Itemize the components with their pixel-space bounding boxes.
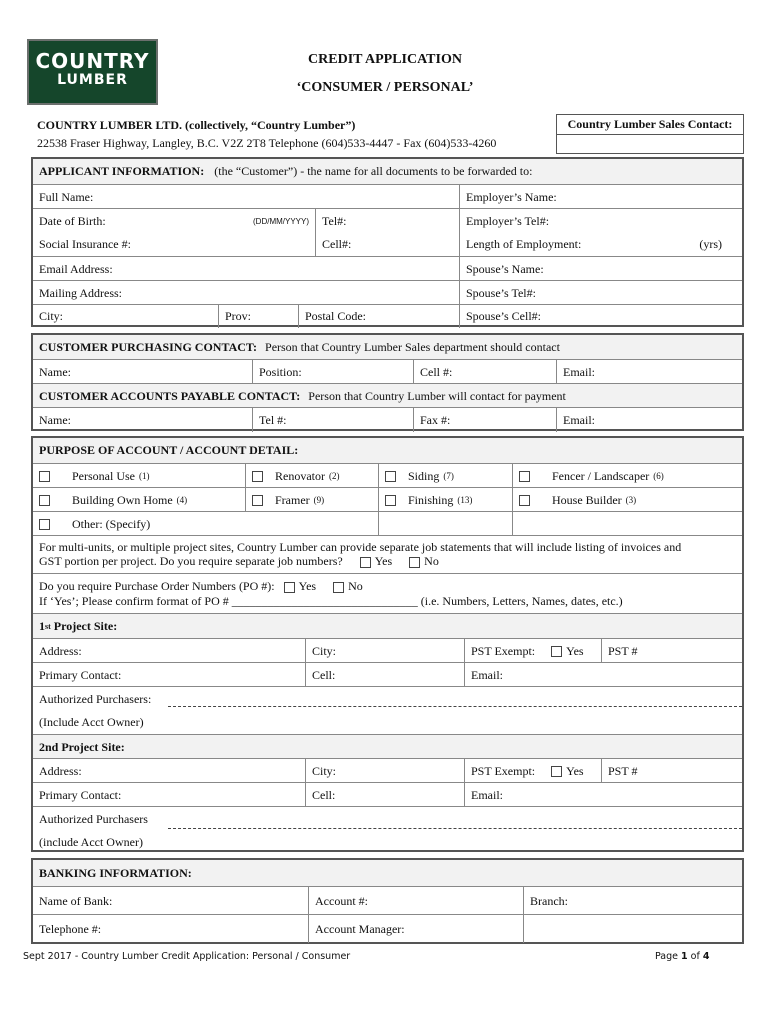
- dob-format: (DD/MM/YYYY): [253, 216, 309, 226]
- page-prefix: Page: [655, 951, 682, 962]
- branch-label: Branch:: [530, 893, 568, 908]
- option-personal-use[interactable]: [33, 464, 245, 488]
- job-statements-line1: For multi-units, or multiple project sites, Country Lumber can provide separate job statements that will include listing of invoices and: [39, 540, 682, 554]
- logo-line2: LUMBER: [57, 72, 128, 88]
- option-finishing[interactable]: [378, 488, 512, 512]
- payable-email-label: Email:: [563, 412, 595, 427]
- bank-name-field[interactable]: [33, 887, 308, 915]
- bank-name-label: Name of Bank:: [39, 893, 113, 908]
- payable-fax-label: Fax #:: [420, 412, 451, 427]
- purchasing-position-label: Position:: [259, 364, 302, 379]
- email-field[interactable]: [33, 257, 459, 281]
- option-code: (4): [176, 495, 188, 505]
- spouse-tel-label: Spouse’s Tel#:: [466, 285, 536, 300]
- applicant-section: [31, 157, 744, 327]
- option-siding[interactable]: [378, 464, 512, 488]
- tel-label: Tel#:: [322, 213, 347, 228]
- site1-pst-number-label: PST #: [608, 643, 638, 658]
- employer-tel-field[interactable]: [459, 209, 742, 233]
- option-code: (2): [329, 471, 340, 481]
- empty-cell: [523, 915, 742, 943]
- site1-primary-contact-field[interactable]: [33, 663, 305, 687]
- option-label: Building Own Home: [72, 492, 173, 507]
- purchasing-cell-label: Cell #:: [420, 364, 453, 379]
- yes-label: Yes: [566, 643, 584, 658]
- option-code: (13): [457, 495, 473, 505]
- empty-cell: [512, 512, 742, 536]
- site2-cell-label: Cell:: [312, 787, 336, 802]
- full-name-field[interactable]: [33, 185, 459, 209]
- site1-heading-sup: st: [45, 622, 51, 631]
- checkbox-po-yes[interactable]: [284, 582, 295, 593]
- site2-email-label: Email:: [471, 787, 503, 802]
- purchasing-name-field[interactable]: [33, 360, 252, 384]
- site1-city-label: City:: [312, 643, 337, 658]
- dob-label: Date of Birth:: [39, 213, 106, 228]
- yes-label: Yes: [374, 554, 393, 568]
- site2-email-field[interactable]: [464, 783, 742, 807]
- bank-telephone-label: Telephone #:: [39, 921, 102, 936]
- checkbox-finishing[interactable]: [385, 495, 396, 506]
- postal-code-label: Postal Code:: [305, 309, 367, 323]
- payable-subheading: Person that Country Lumber will contact for payment: [308, 388, 566, 403]
- option-code: (9): [313, 495, 325, 505]
- purpose-heading: PURPOSE OF ACCOUNT / ACCOUNT DETAIL:: [39, 443, 299, 457]
- site2-address-label: Address:: [39, 763, 82, 778]
- prov-label: Prov:: [225, 309, 252, 323]
- option-label: House Builder: [552, 492, 622, 507]
- site2-authorized-line: [168, 828, 742, 829]
- site2-primary-contact-field[interactable]: [33, 783, 305, 807]
- site1-pst-exempt-field[interactable]: [464, 639, 601, 663]
- email-label: Email Address:: [39, 261, 113, 276]
- site2-address-field[interactable]: [33, 759, 305, 783]
- site1-email-field[interactable]: [464, 663, 742, 687]
- po-line2: If ‘Yes’; Please confirm format of PO # _______________________________ (i.e. Numbers, Letters, Names, dates, etc.): [39, 594, 623, 608]
- checkbox-site1-pst-yes[interactable]: [551, 646, 562, 657]
- site1-pst-yes[interactable]: [551, 644, 583, 659]
- payable-email-field[interactable]: [556, 408, 742, 432]
- city-label: City:: [39, 309, 64, 323]
- site2-city-field[interactable]: [305, 759, 464, 783]
- mailing-address-field[interactable]: [33, 281, 459, 305]
- option-code: (3): [625, 495, 637, 505]
- site2-city-label: City:: [312, 763, 337, 778]
- option-renovator[interactable]: [245, 464, 378, 488]
- option-code: (1): [139, 471, 150, 481]
- site1-authorized-label: Authorized Purchasers:: [39, 692, 152, 706]
- cell-label: Cell#:: [322, 236, 352, 251]
- yes-label: Yes: [298, 579, 317, 593]
- checkbox-site2-pst-yes[interactable]: [551, 766, 562, 777]
- option-label: Personal Use: [72, 468, 135, 483]
- site2-cell-field[interactable]: [305, 783, 464, 807]
- cell-field[interactable]: [315, 232, 459, 256]
- company-name: COUNTRY LUMBER LTD. (collectively, “Country Lumber”): [37, 118, 356, 132]
- length-employment-label: Length of Employment:: [466, 236, 582, 251]
- account-manager-label: Account Manager:: [315, 921, 405, 936]
- site2-authorized-field[interactable]: [33, 806, 742, 853]
- purpose-section: [31, 436, 744, 852]
- spouse-name-field[interactable]: [459, 257, 742, 281]
- site1-authorized-field[interactable]: [33, 686, 742, 735]
- site2-heading: 2nd Project Site:: [39, 739, 125, 754]
- option-framer[interactable]: [245, 488, 378, 512]
- option-label: Other: (Specify): [72, 516, 151, 531]
- no-label: No: [424, 554, 439, 568]
- site1-email-label: Email:: [471, 667, 503, 682]
- city-field[interactable]: [33, 305, 218, 328]
- page-of: of: [687, 951, 703, 962]
- purchasing-heading: CUSTOMER PURCHASING CONTACT:: [39, 339, 258, 354]
- job-numbers-yes[interactable]: [360, 554, 392, 568]
- site2-primary-contact-label: Primary Contact:: [39, 787, 122, 802]
- company-address: 22538 Fraser Highway, Langley, B.C. V2Z 2T8 Telephone (604)533-4447 - Fax (604)533-4260: [37, 136, 497, 150]
- site2-pst-number-field[interactable]: [601, 759, 742, 783]
- page-total: 4: [702, 951, 710, 962]
- applicant-heading: APPLICANT INFORMATION:: [39, 164, 205, 178]
- checkbox-other[interactable]: [39, 519, 50, 530]
- po-line1: Do you require Purchase Order Numbers (PO #):: [39, 579, 275, 593]
- checkbox-framer[interactable]: [252, 495, 263, 506]
- yes-label: Yes: [566, 763, 584, 778]
- site2-pst-exempt-label: PST Exempt:: [471, 763, 536, 778]
- checkbox-job-yes[interactable]: [360, 557, 371, 568]
- site2-include-label: (include Acct Owner): [39, 835, 143, 849]
- payable-fax-field[interactable]: [413, 408, 556, 432]
- site1-heading-num: 1: [39, 619, 45, 633]
- footer-note: Sept 2017 - Country Lumber Credit Application: Personal / Consumer: [23, 951, 351, 962]
- spouse-tel-field[interactable]: [459, 281, 742, 305]
- checkbox-fencer-landscaper[interactable]: [519, 471, 530, 482]
- bank-telephone-field[interactable]: [33, 915, 308, 943]
- checkbox-siding[interactable]: [385, 471, 396, 482]
- dob-field[interactable]: [33, 209, 315, 233]
- account-manager-field[interactable]: [308, 915, 523, 943]
- spouse-cell-label: Spouse’s Cell#:: [466, 309, 542, 323]
- payable-heading: CUSTOMER ACCOUNTS PAYABLE CONTACT:: [39, 388, 301, 403]
- option-other[interactable]: [33, 512, 378, 536]
- banking-section: [31, 858, 744, 944]
- other-specify-field[interactable]: [378, 512, 512, 536]
- form-subtitle: ‘CONSUMER / PERSONAL’: [296, 80, 474, 95]
- payable-tel-label: Tel #:: [259, 412, 287, 427]
- mailing-address-label: Mailing Address:: [39, 285, 122, 300]
- checkbox-renovator[interactable]: [252, 471, 263, 482]
- employer-tel-label: Employer’s Tel#:: [466, 213, 550, 228]
- checkbox-job-no[interactable]: [409, 557, 420, 568]
- form-title: CREDIT APPLICATION: [308, 52, 462, 67]
- site1-pst-number-field[interactable]: [601, 639, 742, 663]
- site1-address-label: Address:: [39, 643, 82, 658]
- po-yes[interactable]: [284, 579, 316, 593]
- site1-cell-label: Cell:: [312, 667, 336, 682]
- applicant-subheading: (the “Customer”) - the name for all documents to be forwarded to:: [214, 164, 533, 178]
- site2-pst-yes[interactable]: [551, 764, 583, 779]
- purchasing-position-field[interactable]: [252, 360, 413, 384]
- site1-include-label: (Include Acct Owner): [39, 715, 144, 729]
- employer-name-label: Employer’s Name:: [466, 189, 557, 204]
- prov-field[interactable]: [218, 305, 298, 328]
- purchasing-email-field[interactable]: [556, 360, 742, 384]
- site1-pst-exempt-label: PST Exempt:: [471, 643, 536, 658]
- option-label: Framer: [275, 492, 310, 507]
- job-statements-line2: GST portion per project. Do you require separate job numbers?: [39, 554, 343, 568]
- option-code: (7): [443, 471, 454, 481]
- po-question: [39, 579, 623, 609]
- job-statements-question: [39, 540, 681, 568]
- sin-label: Social Insurance #:: [39, 236, 131, 251]
- checkbox-house-builder[interactable]: [519, 495, 530, 506]
- checkbox-personal-use[interactable]: [39, 471, 50, 482]
- sales-contact-label: Country Lumber Sales Contact:: [557, 115, 743, 135]
- option-label: Siding: [408, 468, 440, 483]
- sin-field[interactable]: [33, 232, 315, 256]
- yrs-label: (yrs): [699, 236, 722, 251]
- site1-address-field[interactable]: [33, 639, 305, 663]
- site1-primary-contact-label: Primary Contact:: [39, 667, 122, 682]
- full-name-label: Full Name:: [39, 189, 94, 204]
- site1-heading-rest: Project Site:: [50, 619, 118, 633]
- purchasing-name-label: Name:: [39, 364, 71, 379]
- spouse-cell-field[interactable]: [459, 305, 742, 328]
- account-number-field[interactable]: [308, 887, 523, 915]
- purchasing-email-label: Email:: [563, 364, 595, 379]
- option-fencer-landscaper[interactable]: [512, 464, 742, 488]
- site1-heading: [33, 614, 742, 639]
- sales-contact-box[interactable]: [556, 114, 744, 154]
- spouse-name-label: Spouse’s Name:: [466, 261, 544, 276]
- po-no[interactable]: [333, 579, 363, 593]
- checkbox-building-own-home[interactable]: [39, 495, 50, 506]
- payable-tel-field[interactable]: [252, 408, 413, 432]
- payable-name-label: Name:: [39, 412, 71, 427]
- employer-name-field[interactable]: [459, 185, 742, 209]
- contacts-section: [31, 333, 744, 431]
- length-employment-field[interactable]: [459, 232, 742, 256]
- checkbox-po-no[interactable]: [333, 582, 344, 593]
- job-numbers-no[interactable]: [409, 554, 439, 568]
- option-label: Renovator: [275, 468, 325, 483]
- site2-pst-number-label: PST #: [608, 763, 638, 778]
- option-label: Finishing: [408, 492, 454, 507]
- branch-field[interactable]: [523, 887, 742, 915]
- payable-name-field[interactable]: [33, 408, 252, 432]
- logo-line1: COUNTRY: [35, 49, 150, 73]
- site2-pst-exempt-field[interactable]: [464, 759, 601, 783]
- site2-authorized-label: Authorized Purchasers: [39, 812, 148, 826]
- purchasing-subheading: Person that Country Lumber Sales department should contact: [265, 339, 560, 354]
- option-house-builder[interactable]: [512, 488, 742, 512]
- site1-city-field[interactable]: [305, 639, 464, 663]
- option-label: Fencer / Landscaper: [552, 468, 650, 483]
- site1-cell-field[interactable]: [305, 663, 464, 687]
- banking-heading: BANKING INFORMATION:: [39, 865, 192, 880]
- tel-field[interactable]: [315, 209, 459, 233]
- option-code: (6): [653, 471, 664, 481]
- page-number: [655, 951, 709, 962]
- page-current: 1: [681, 951, 688, 962]
- account-number-label: Account #:: [315, 893, 368, 908]
- option-building-own-home[interactable]: [33, 488, 245, 512]
- postal-code-field[interactable]: [298, 305, 459, 328]
- no-label: No: [348, 579, 363, 593]
- site1-authorized-line: [168, 706, 742, 707]
- purchasing-cell-field[interactable]: [413, 360, 556, 384]
